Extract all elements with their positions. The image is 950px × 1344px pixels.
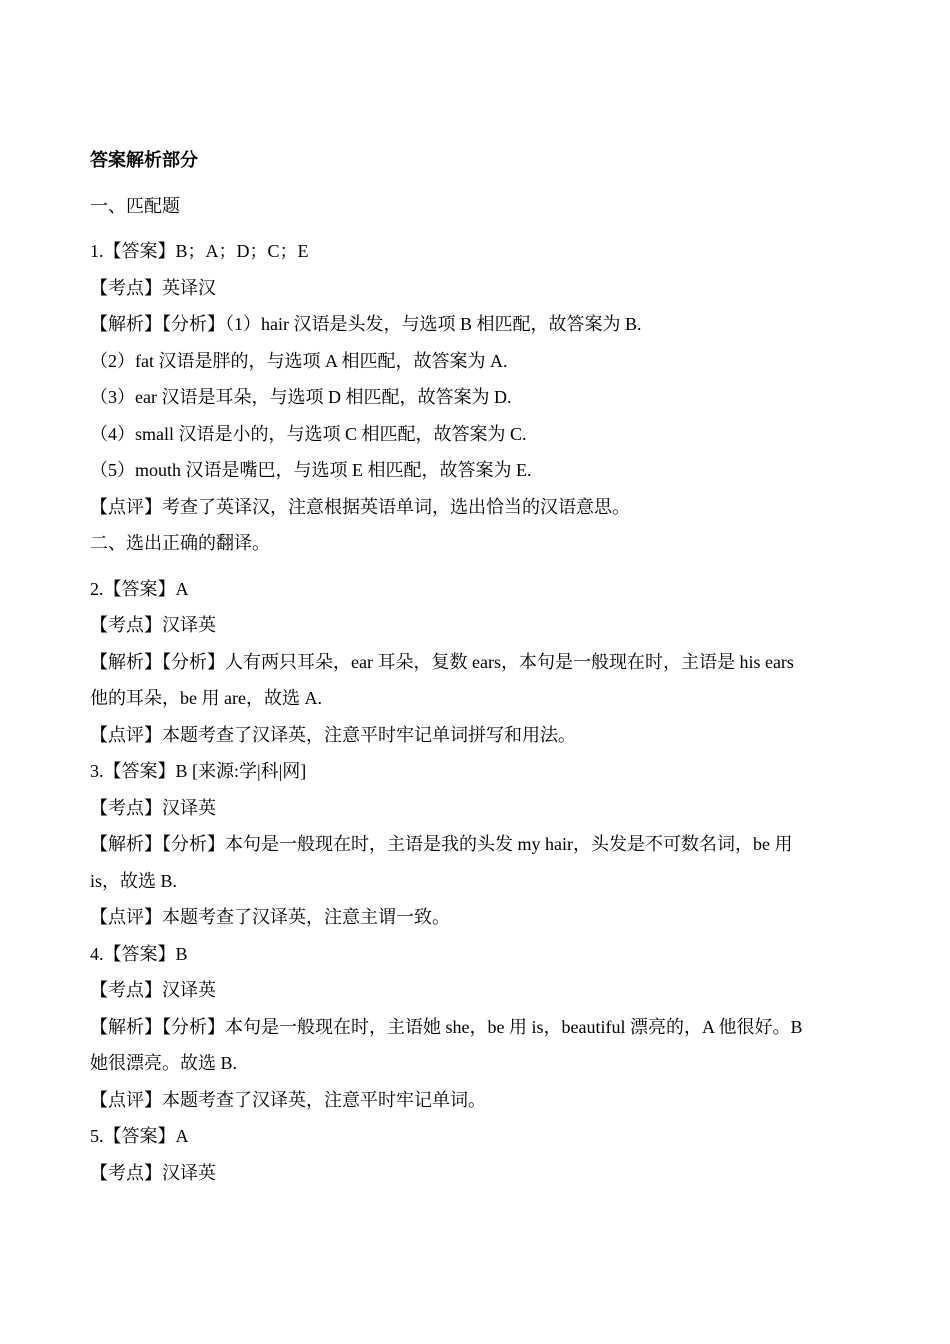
q2-point: 【考点】汉译英: [90, 615, 216, 635]
section-heading-matching: 一、匹配题: [90, 195, 180, 216]
document-title: 答案解析部分: [90, 150, 198, 170]
q4-answer: 4.【答案】B: [90, 943, 188, 964]
q3-answer: 3.【答案】B [来源:学|科|网]: [90, 761, 307, 781]
q1-analysis-line: （3）ear 汉语是耳朵，与选项 D 相匹配，故答案为 D.: [90, 387, 512, 407]
q2-analysis-line: 【解析】【分析】人有两只耳朵，ear 耳朵，复数 ears，本句是一般现在时，主语是 his ears: [90, 651, 794, 672]
q5-answer: 5.【答案】A: [90, 1126, 189, 1146]
q1-analysis-line: （2）fat 汉语是胖的，与选项 A 相匹配，故答案为 A.: [90, 350, 508, 371]
section-heading-translation: 二、选出正确的翻译。: [90, 533, 270, 553]
q4-analysis-line: 【解析】【分析】本句是一般现在时，主语她 she，be 用 is，beautiful 漂亮的，A 他很好。B: [90, 1016, 803, 1037]
q1-analysis-line: 【解析】【分析】（1）hair 汉语是头发，与选项 B 相匹配，故答案为 B.: [90, 314, 642, 334]
q4-comment: 【点评】本题考查了汉译英，注意平时牢记单词。: [90, 1089, 486, 1110]
q5-point: 【考点】汉译英: [90, 1162, 216, 1183]
answer-document: [90, 142, 860, 1191]
q2-comment: 【点评】本题考查了汉译英，注意平时牢记单词拼写和用法。: [90, 724, 576, 745]
q2-analysis-line: 他的耳朵，be 用 are，故选 A.: [90, 688, 322, 708]
q3-point: 【考点】汉译英: [90, 797, 216, 818]
q4-analysis-line: 她很漂亮。故选 B.: [90, 1053, 238, 1073]
q3-analysis-line: 【解析】【分析】本句是一般现在时，主语是我的头发 my hair，头发是不可数名词，be 用: [90, 834, 793, 854]
q1-analysis-line: （5）mouth 汉语是嘴巴，与选项 E 相匹配，故答案为 E.: [90, 460, 532, 480]
q1-analysis-line: （4）small 汉语是小的，与选项 C 相匹配，故答案为 C.: [90, 423, 527, 444]
q3-comment: 【点评】本题考查了汉译英，注意主谓一致。: [90, 907, 450, 927]
q1-answer: 1.【答案】B；A；D；C；E: [90, 241, 309, 261]
q1-point: 【考点】英译汉: [90, 277, 216, 298]
q4-point: 【考点】汉译英: [90, 980, 216, 1000]
q3-analysis-line: is，故选 B.: [90, 870, 178, 891]
q2-answer: 2.【答案】A: [90, 578, 189, 599]
q1-comment: 【点评】考查了英译汉，注意根据英语单词，选出恰当的汉语意思。: [90, 496, 630, 517]
